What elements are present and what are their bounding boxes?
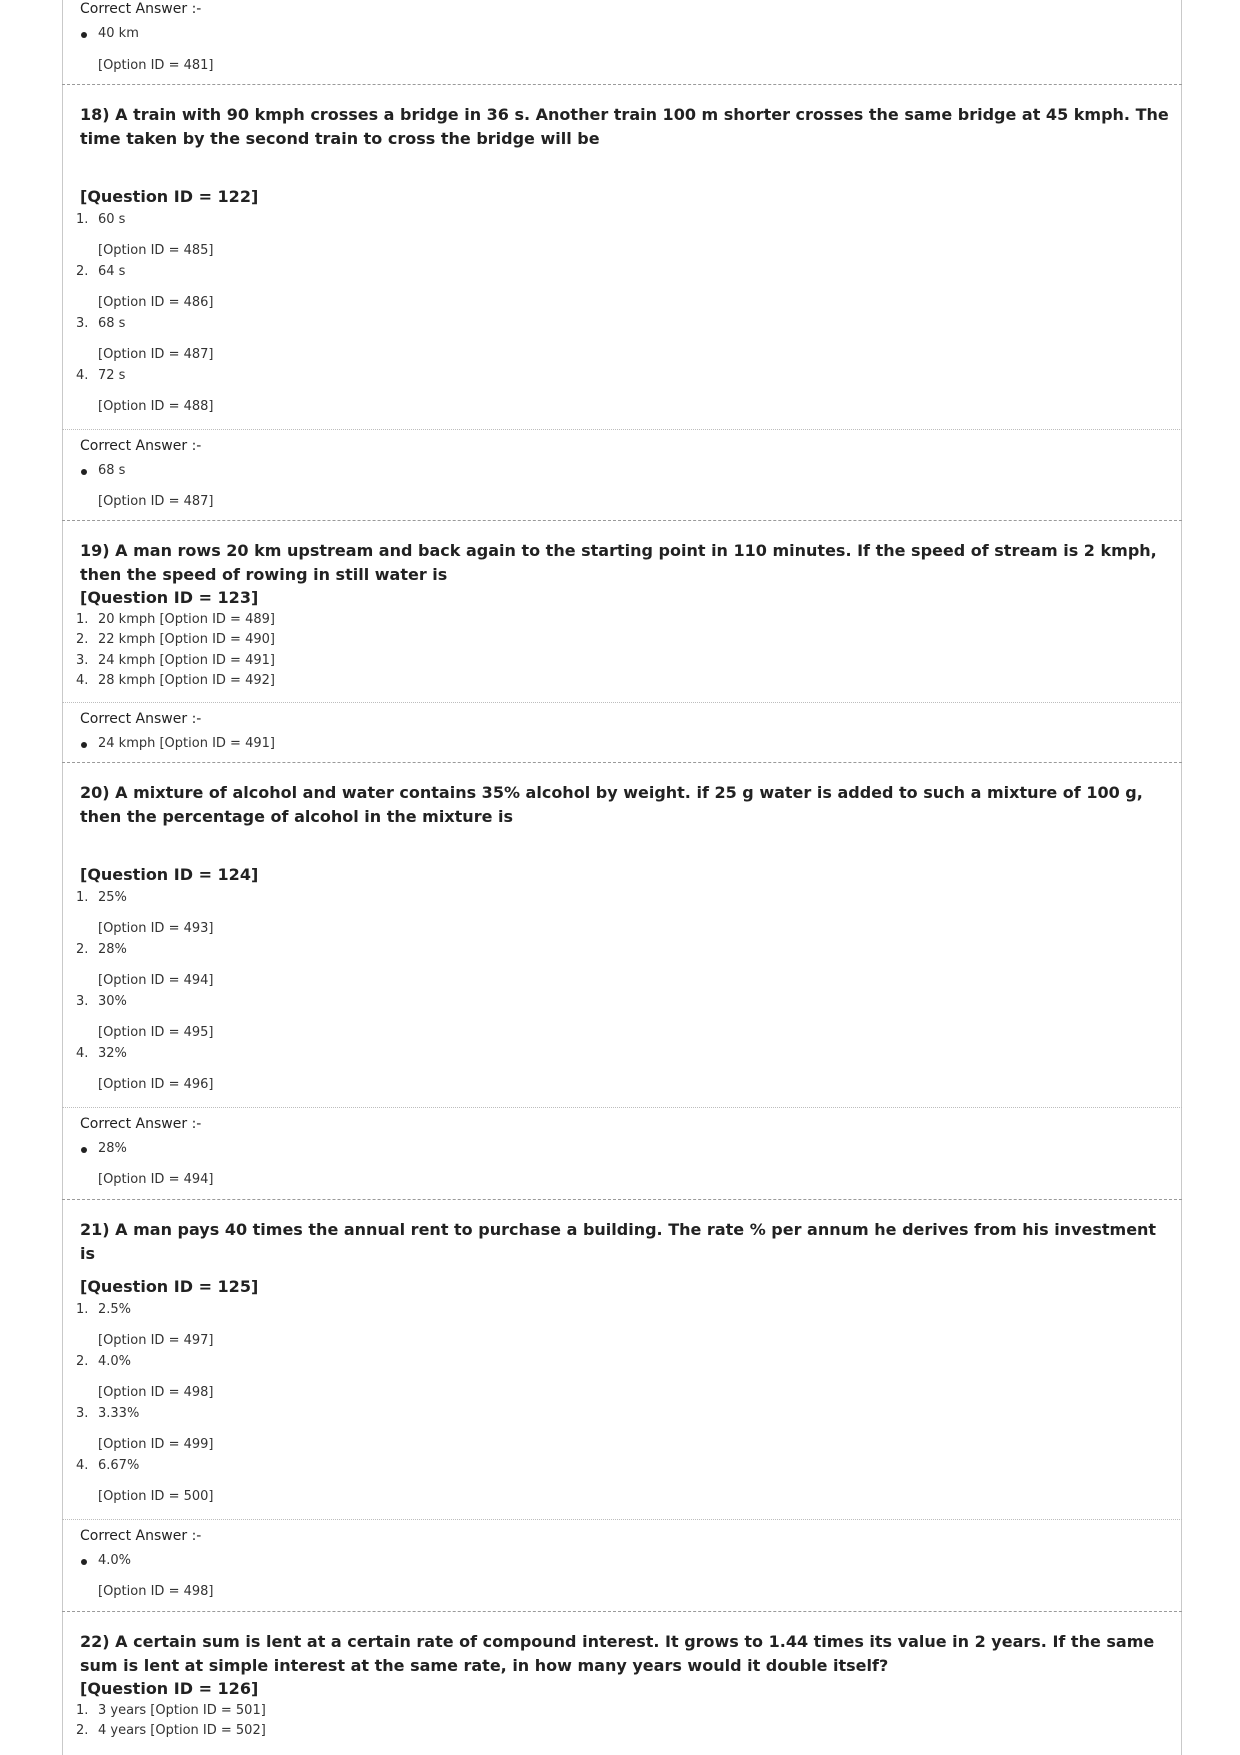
option-text: 4.0% bbox=[98, 1354, 132, 1369]
option-number: 2. bbox=[76, 632, 89, 647]
option-text: 2.5% bbox=[98, 1302, 132, 1317]
option-id: [Option ID = 499] bbox=[98, 1437, 214, 1452]
correct-answer-text: 40 km bbox=[98, 26, 139, 41]
correct-answer-text: 4.0% bbox=[98, 1553, 132, 1568]
option-id: [Option ID = 500] bbox=[98, 1489, 214, 1504]
correct-answer-label: Correct Answer :- bbox=[80, 1116, 202, 1132]
option-id: [Option ID = 486] bbox=[98, 295, 214, 310]
option-number: 1. bbox=[76, 890, 89, 905]
question-text: 18) A train with 90 kmph crosses a bridge in 36 s. Another train 100 m shorter crosses the same bridge at 45 kmph. The time taken by the second train to cross the bridge will be bbox=[80, 105, 1169, 148]
option-text: 32% bbox=[98, 1046, 127, 1061]
option-number: 1. bbox=[76, 212, 89, 227]
question-id: [Question ID = 122] bbox=[80, 187, 259, 206]
correct-answer-text: 28% bbox=[98, 1141, 127, 1156]
question-id: [Question ID = 126] bbox=[80, 1679, 259, 1698]
option-id: [Option ID = 498] bbox=[98, 1584, 214, 1599]
option-text: 6.67% bbox=[98, 1458, 140, 1473]
option-number: 2. bbox=[76, 1354, 89, 1369]
option-text: 72 s bbox=[98, 368, 126, 383]
correct-answer-label: Correct Answer :- bbox=[80, 1528, 202, 1544]
option-id: [Option ID = 481] bbox=[98, 58, 214, 73]
question-text: 20) A mixture of alcohol and water contains 35% alcohol by weight. if 25 g water is added to such a mixture of 100 g, then the percentage of alcohol in the mixture is bbox=[80, 783, 1143, 826]
question-id: [Question ID = 123] bbox=[80, 588, 259, 607]
option-number: 3. bbox=[76, 653, 89, 668]
question-divider bbox=[62, 1199, 1182, 1200]
option-id: [Option ID = 494] bbox=[98, 1172, 214, 1187]
option-id: [Option ID = 493] bbox=[98, 921, 214, 936]
answer-divider bbox=[62, 429, 1182, 430]
correct-answer-label: Correct Answer :- bbox=[80, 438, 202, 454]
option-id: [Option ID = 495] bbox=[98, 1025, 214, 1040]
option-number: 2. bbox=[76, 264, 89, 279]
question-divider bbox=[62, 762, 1182, 763]
question-text: 22) A certain sum is lent at a certain rate of compound interest. It grows to 1.44 times its value in 2 years. If the same sum is lent at simple interest at the same rate, in how many years would it double itself? bbox=[80, 1632, 1155, 1675]
option-text: 4 years [Option ID = 502] bbox=[98, 1723, 266, 1738]
answer-divider bbox=[62, 702, 1182, 703]
correct-answer-text: 24 kmph [Option ID = 491] bbox=[98, 736, 275, 751]
option-text: 28% bbox=[98, 942, 127, 957]
option-text: 28 kmph [Option ID = 492] bbox=[98, 673, 275, 688]
question-id: [Question ID = 125] bbox=[80, 1277, 259, 1296]
option-text: 3.33% bbox=[98, 1406, 140, 1421]
option-number: 1. bbox=[76, 1302, 89, 1317]
option-text: 20 kmph [Option ID = 489] bbox=[98, 612, 275, 627]
option-text: 22 kmph [Option ID = 490] bbox=[98, 632, 275, 647]
option-id: [Option ID = 494] bbox=[98, 973, 214, 988]
option-text: 30% bbox=[98, 994, 127, 1009]
option-number: 3. bbox=[76, 316, 89, 331]
option-number: 3. bbox=[76, 1406, 89, 1421]
question-text: 21) A man pays 40 times the annual rent to purchase a building. The rate % per annum he derives from his investment is bbox=[80, 1220, 1157, 1263]
option-number: 1. bbox=[76, 612, 89, 627]
correct-answer-label: Correct Answer :- bbox=[80, 1, 202, 17]
option-text: 64 s bbox=[98, 264, 126, 279]
option-text: 68 s bbox=[98, 316, 126, 331]
question-id: [Question ID = 124] bbox=[80, 865, 259, 884]
option-id: [Option ID = 485] bbox=[98, 243, 214, 258]
option-number: 3. bbox=[76, 994, 89, 1009]
option-id: [Option ID = 498] bbox=[98, 1385, 214, 1400]
option-id: [Option ID = 497] bbox=[98, 1333, 214, 1348]
option-text: 3 years [Option ID = 501] bbox=[98, 1703, 266, 1718]
option-number: 1. bbox=[76, 1703, 89, 1718]
question-divider bbox=[62, 520, 1182, 521]
correct-answer-text: 68 s bbox=[98, 463, 126, 478]
question-divider bbox=[62, 84, 1182, 85]
option-text: 25% bbox=[98, 890, 127, 905]
option-id: [Option ID = 488] bbox=[98, 399, 214, 414]
option-text: 60 s bbox=[98, 212, 126, 227]
answer-divider bbox=[62, 1107, 1182, 1108]
option-number: 2. bbox=[76, 1723, 89, 1738]
option-number: 4. bbox=[76, 673, 89, 688]
option-id: [Option ID = 496] bbox=[98, 1077, 214, 1092]
question-text: 19) A man rows 20 km upstream and back again to the starting point in 110 minutes. If the speed of stream is 2 kmph, then the speed of rowing in still water is bbox=[80, 541, 1157, 584]
question-divider bbox=[62, 1611, 1182, 1612]
option-number: 4. bbox=[76, 1458, 89, 1473]
option-number: 4. bbox=[76, 368, 89, 383]
option-number: 2. bbox=[76, 942, 89, 957]
option-id: [Option ID = 487] bbox=[98, 347, 214, 362]
option-number: 4. bbox=[76, 1046, 89, 1061]
option-text: 24 kmph [Option ID = 491] bbox=[98, 653, 275, 668]
answer-divider bbox=[62, 1519, 1182, 1520]
option-id: [Option ID = 487] bbox=[98, 494, 214, 509]
correct-answer-label: Correct Answer :- bbox=[80, 711, 202, 727]
